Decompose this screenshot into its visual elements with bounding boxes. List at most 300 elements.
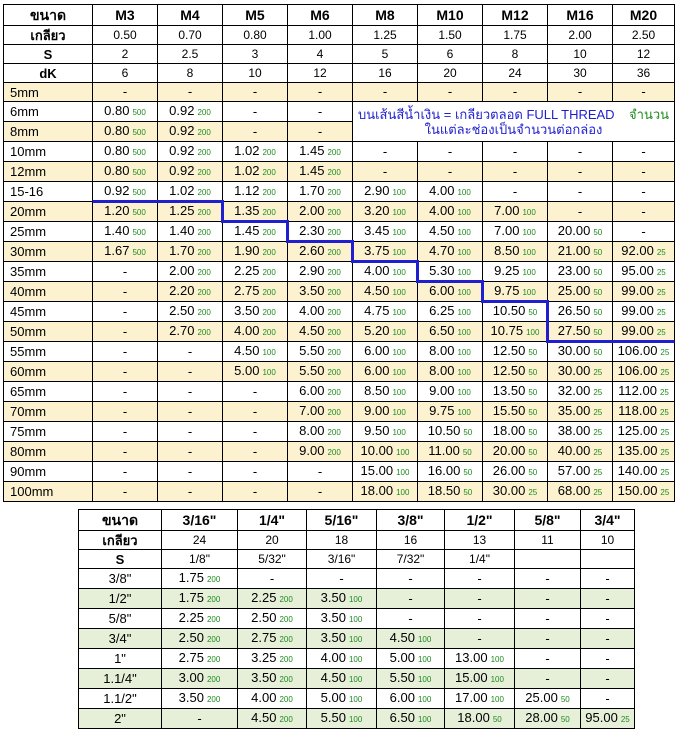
- box-quantity: 25: [660, 428, 670, 437]
- size-header-label: ขนาด: [4, 5, 93, 26]
- price-value: 4.50: [251, 710, 277, 725]
- spec-label: dK: [4, 64, 93, 83]
- price-value: 18.00: [492, 423, 526, 438]
- price-cell: [613, 83, 675, 102]
- spec-row: [79, 531, 635, 550]
- price-value: 26.50: [557, 303, 591, 318]
- box-quantity: 200: [262, 208, 276, 217]
- price-cell: [515, 589, 581, 609]
- length-label: 100mm: [4, 482, 93, 502]
- price-cell: [288, 282, 353, 302]
- price-value: 2.75: [234, 283, 260, 298]
- price-cell: [288, 422, 353, 442]
- price-value: 8.00: [429, 343, 455, 358]
- price-row: [79, 629, 635, 649]
- spec-value: 1.75: [483, 26, 548, 45]
- box-quantity: 25: [593, 388, 603, 397]
- price-value: 2.90: [299, 263, 325, 278]
- price-cell: [238, 569, 307, 589]
- price-cell: [548, 442, 613, 462]
- price-cell: [418, 462, 483, 482]
- price-cell: [483, 342, 548, 362]
- box-quantity: 25: [656, 248, 666, 257]
- price-cell: [445, 649, 515, 669]
- box-quantity: 100: [392, 408, 406, 417]
- price-value: 4.00: [429, 203, 455, 218]
- price-value: -: [122, 323, 128, 339]
- price-value: 4.00: [364, 263, 390, 278]
- price-value: -: [317, 103, 323, 119]
- price-value: -: [447, 84, 453, 99]
- price-value: 3.50: [320, 610, 346, 625]
- price-value: 5.00: [234, 363, 260, 378]
- price-value: 1.70: [299, 183, 325, 198]
- price-value: -: [641, 163, 646, 179]
- price-value: 2.90: [364, 183, 390, 198]
- length-label: 80mm: [4, 442, 93, 462]
- box-quantity: 100: [348, 615, 363, 624]
- price-cell: [418, 83, 483, 102]
- price-value: -: [187, 403, 193, 419]
- price-cell: [223, 142, 288, 162]
- spec-value: 1/8": [162, 550, 238, 569]
- box-quantity: 100: [348, 715, 363, 724]
- price-cell: [158, 282, 223, 302]
- price-value: 0.92: [169, 103, 195, 118]
- price-value: 1.40: [169, 223, 195, 238]
- price-value: 4.50: [389, 630, 415, 645]
- price-cell: [158, 482, 223, 502]
- price-cell: [158, 342, 223, 362]
- price-cell: [288, 402, 353, 422]
- box-quantity: 200: [206, 615, 221, 624]
- price-value: -: [605, 670, 610, 686]
- price-value: 6.50: [429, 323, 455, 338]
- box-quantity: 25: [659, 408, 669, 417]
- price-value: 9.25: [494, 263, 520, 278]
- price-cell: [288, 102, 353, 122]
- length-label: 6mm: [4, 102, 93, 122]
- price-value: 0.80: [104, 123, 130, 138]
- spec-row: [4, 64, 675, 83]
- box-quantity: 100: [392, 228, 406, 237]
- price-value: 0.92: [169, 143, 195, 158]
- box-quantity: 50: [560, 695, 570, 704]
- length-label: 75mm: [4, 422, 93, 442]
- price-cell: [158, 262, 223, 282]
- box-quantity: 100: [417, 655, 432, 664]
- price-value: 4.00: [299, 303, 325, 318]
- box-quantity: 100: [262, 348, 276, 357]
- price-value: 0.92: [104, 183, 130, 198]
- spec-value: 2: [93, 45, 158, 64]
- spec-value: 4: [288, 45, 353, 64]
- price-cell: [288, 142, 353, 162]
- price-cell: [353, 83, 418, 102]
- length-label: 1/2": [79, 589, 162, 609]
- price-value: -: [122, 403, 128, 419]
- price-value: -: [477, 590, 482, 606]
- price-row: [4, 142, 675, 162]
- price-cell: [515, 709, 581, 729]
- size-header: 3/8": [377, 510, 445, 531]
- spec-value: 16: [353, 64, 418, 83]
- price-value: -: [577, 163, 583, 179]
- price-cell: [307, 589, 377, 609]
- price-cell: [548, 302, 613, 322]
- price-cell: [288, 302, 353, 322]
- price-cell: [288, 262, 353, 282]
- box-quantity: 200: [327, 408, 341, 417]
- length-label: 70mm: [4, 402, 93, 422]
- price-cell: [483, 222, 548, 242]
- price-value: -: [408, 570, 413, 586]
- price-cell: [288, 382, 353, 402]
- price-value: -: [545, 630, 550, 646]
- price-value: 25.00: [557, 283, 591, 298]
- price-row: [4, 282, 675, 302]
- spec-value: 2.50: [613, 26, 675, 45]
- price-value: -: [122, 363, 128, 379]
- price-value: -: [477, 610, 482, 626]
- size-header-row: [4, 5, 675, 26]
- price-row: [79, 709, 635, 729]
- price-cell: [288, 162, 353, 182]
- price-cell: [445, 689, 515, 709]
- length-label: 20mm: [4, 202, 93, 222]
- size-header-label: ขนาด: [79, 510, 162, 531]
- price-value: 4.00: [251, 690, 277, 705]
- price-value: 5.30: [429, 263, 455, 278]
- length-label: 25mm: [4, 222, 93, 242]
- price-value: -: [122, 483, 128, 499]
- price-value: 0.80: [104, 163, 130, 178]
- price-value: -: [447, 163, 453, 179]
- price-value: -: [512, 143, 518, 159]
- price-value: 99.00: [621, 323, 654, 338]
- price-cell: [483, 422, 548, 442]
- price-cell: [93, 83, 158, 102]
- box-quantity: 200: [262, 308, 276, 317]
- price-value: 3.20: [364, 203, 390, 218]
- price-value: 9.00: [299, 443, 325, 458]
- box-quantity: 100: [417, 635, 432, 644]
- price-value: 4.70: [429, 243, 455, 258]
- price-value: 10.50: [492, 303, 526, 318]
- price-value: 3.50: [178, 690, 204, 705]
- price-value: -: [477, 630, 482, 646]
- size-header: 1/4": [238, 510, 307, 531]
- box-quantity: 200: [327, 168, 341, 177]
- price-value: 25.00: [525, 690, 558, 705]
- price-value: -: [641, 203, 646, 219]
- spec-value: 30: [548, 64, 613, 83]
- spec-value: 20: [238, 531, 307, 550]
- price-value: 3.75: [364, 243, 390, 258]
- box-quantity: 50: [528, 348, 538, 357]
- box-quantity: 200: [197, 328, 211, 337]
- price-value: 68.00: [557, 483, 591, 498]
- price-value: -: [187, 343, 193, 359]
- box-quantity: 50: [463, 428, 473, 437]
- price-value: -: [512, 163, 518, 179]
- box-quantity: 100: [396, 468, 410, 477]
- price-cell: [223, 302, 288, 322]
- price-value: 8.00: [299, 423, 325, 438]
- length-label: 50mm: [4, 322, 93, 342]
- price-cell: [223, 462, 288, 482]
- price-cell: [548, 182, 613, 202]
- price-value: 2.50: [178, 630, 204, 645]
- box-quantity: 25: [593, 428, 603, 437]
- box-quantity: 100: [522, 288, 536, 297]
- spec-value: 12: [613, 45, 675, 64]
- price-value: -: [545, 670, 550, 686]
- price-row: [4, 242, 675, 262]
- price-row: [4, 102, 675, 122]
- price-value: -: [512, 183, 518, 199]
- price-cell: [223, 342, 288, 362]
- price-cell: [613, 302, 675, 322]
- price-value: 3.45: [364, 223, 390, 238]
- box-quantity: 25: [659, 388, 669, 397]
- spec-value: 1.50: [418, 26, 483, 45]
- price-value: 1.70: [169, 243, 195, 258]
- price-cell: [223, 242, 288, 262]
- price-cell: [445, 709, 515, 729]
- price-value: 10.75: [490, 323, 524, 338]
- size-header-row: [79, 510, 635, 531]
- price-cell: [288, 342, 353, 362]
- price-cell: [377, 629, 445, 649]
- price-value: -: [252, 483, 258, 499]
- price-value: -: [382, 84, 388, 99]
- price-row: [79, 649, 635, 669]
- box-quantity: 25: [660, 468, 670, 477]
- box-quantity: 50: [560, 715, 570, 724]
- length-label: 1.1/2": [79, 689, 162, 709]
- price-cell: [238, 709, 307, 729]
- price-value: -: [577, 143, 583, 159]
- price-value: 6.00: [364, 343, 390, 358]
- price-cell: [418, 342, 483, 362]
- spec-value: 1.25: [353, 26, 418, 45]
- price-cell: [418, 282, 483, 302]
- price-value: -: [641, 223, 646, 239]
- length-label: 8mm: [4, 122, 93, 142]
- box-quantity: 100: [522, 228, 536, 237]
- price-value: 12.50: [492, 343, 526, 358]
- box-quantity: 200: [279, 695, 293, 704]
- price-value: 3.50: [234, 303, 260, 318]
- spec-value: 16: [377, 531, 445, 550]
- price-cell: [483, 162, 548, 182]
- price-value: -: [187, 363, 193, 379]
- box-quantity: 50: [528, 448, 538, 457]
- price-value: -: [408, 590, 413, 606]
- length-label: 3/8": [79, 569, 162, 589]
- price-cell: [162, 589, 238, 609]
- box-quantity: 100: [457, 208, 471, 217]
- price-value: 3.25: [251, 650, 277, 665]
- box-quantity: 200: [206, 575, 221, 584]
- price-value: -: [382, 143, 388, 159]
- price-value: 1.35: [234, 203, 260, 218]
- price-cell: [613, 482, 675, 502]
- price-cell: [418, 322, 483, 342]
- price-cell: [515, 609, 581, 629]
- box-quantity: 100: [348, 695, 363, 704]
- price-value: 99.00: [621, 283, 654, 298]
- spec-value: 18: [307, 531, 377, 550]
- box-quantity: 50: [463, 488, 473, 497]
- price-value: -: [317, 84, 323, 99]
- price-cell: [581, 649, 635, 669]
- price-value: 4.50: [234, 343, 260, 358]
- price-cell: [353, 142, 418, 162]
- price-cell: [93, 282, 158, 302]
- price-cell: [445, 569, 515, 589]
- price-cell: [93, 322, 158, 342]
- price-cell: [158, 122, 223, 142]
- box-quantity: 500: [132, 208, 146, 217]
- price-value: 7.00: [494, 223, 520, 238]
- length-label: 5/8": [79, 609, 162, 629]
- price-value: -: [605, 690, 610, 706]
- price-cell: [581, 709, 635, 729]
- size-header: M8: [353, 5, 418, 26]
- price-value: 6.25: [429, 303, 455, 318]
- price-cell: [307, 569, 377, 589]
- box-quantity: 50: [528, 388, 538, 397]
- price-row: [4, 182, 675, 202]
- length-label: 30mm: [4, 242, 93, 262]
- spec-label: S: [4, 45, 93, 64]
- spec-value: 12: [288, 64, 353, 83]
- price-cell: [158, 222, 223, 242]
- box-quantity: 200: [327, 448, 341, 457]
- box-quantity: 50: [593, 328, 603, 337]
- price-value: -: [641, 143, 646, 159]
- size-header: 5/8": [515, 510, 581, 531]
- price-cell: [93, 142, 158, 162]
- box-quantity: 200: [262, 148, 276, 157]
- spec-value: 7/32": [377, 550, 445, 569]
- price-value: 32.00: [557, 383, 591, 398]
- length-label: 35mm: [4, 262, 93, 282]
- box-quantity: 200: [327, 188, 341, 197]
- price-value: 1.90: [234, 243, 260, 258]
- length-label: 1": [79, 649, 162, 669]
- price-value: 11.00: [428, 443, 460, 458]
- price-cell: [548, 462, 613, 482]
- box-quantity: 200: [197, 268, 211, 277]
- spec-value: [581, 550, 635, 569]
- spec-label: เกลียว: [79, 531, 162, 550]
- price-value: 2.30: [299, 223, 325, 238]
- note-line-1: [353, 107, 674, 122]
- price-cell: [223, 182, 288, 202]
- price-cell: [158, 362, 223, 382]
- box-quantity: 100: [392, 388, 406, 397]
- price-cell: [353, 202, 418, 222]
- box-quantity: 100: [348, 635, 363, 644]
- note-quantity-label: จำนวน: [629, 106, 670, 122]
- price-cell: [93, 482, 158, 502]
- price-cell: [93, 202, 158, 222]
- box-quantity: 100: [457, 408, 471, 417]
- price-value: -: [317, 123, 323, 139]
- price-value: 5.00: [389, 650, 415, 665]
- price-cell: [483, 362, 548, 382]
- size-header: M6: [288, 5, 353, 26]
- price-value: 3.50: [299, 283, 325, 298]
- price-cell: [548, 382, 613, 402]
- price-value: 95.00: [585, 710, 618, 725]
- box-quantity: 50: [528, 368, 538, 377]
- price-value: 57.00: [557, 463, 591, 478]
- price-cell: [158, 182, 223, 202]
- price-row: [79, 689, 635, 709]
- price-value: 5.50: [389, 670, 415, 685]
- price-value: -: [641, 84, 646, 99]
- price-value: 18.50: [427, 483, 461, 498]
- price-cell: [93, 262, 158, 282]
- box-quantity: 100: [457, 248, 471, 257]
- price-value: -: [197, 710, 202, 726]
- box-quantity: 200: [262, 168, 276, 177]
- price-value: -: [122, 443, 128, 459]
- box-quantity: 100: [457, 348, 471, 357]
- price-value: 18.00: [360, 483, 394, 498]
- box-quantity: 25: [660, 368, 670, 377]
- price-cell: [353, 222, 418, 242]
- box-quantity: 200: [197, 288, 211, 297]
- price-cell: [377, 689, 445, 709]
- price-value: 1.20: [104, 203, 130, 218]
- price-value: -: [252, 123, 258, 139]
- price-value: 5.00: [320, 690, 346, 705]
- price-value: -: [122, 283, 128, 299]
- spec-value: 0.70: [158, 26, 223, 45]
- spec-value: 1.00: [288, 26, 353, 45]
- price-cell: [353, 162, 418, 182]
- price-value: 10.50: [427, 423, 461, 438]
- price-cell: [93, 222, 158, 242]
- price-value: 1.75: [178, 590, 204, 605]
- price-value: 125.00: [617, 423, 658, 438]
- price-value: 2.50: [169, 303, 195, 318]
- spec-value: 11: [515, 531, 581, 550]
- price-cell: [613, 382, 675, 402]
- box-quantity: 100: [392, 328, 406, 337]
- price-value: 1.02: [234, 163, 260, 178]
- box-quantity: 200: [327, 348, 341, 357]
- price-cell: [307, 669, 377, 689]
- box-quantity: 100: [417, 675, 432, 684]
- price-value: 9.00: [429, 383, 455, 398]
- price-value: 30.00: [492, 483, 526, 498]
- box-quantity: 200: [327, 248, 341, 257]
- price-cell: [613, 442, 675, 462]
- box-quantity: 25: [620, 715, 630, 724]
- price-row: [4, 302, 675, 322]
- price-value: 35.00: [557, 403, 591, 418]
- price-cell: [483, 382, 548, 402]
- price-cell: [548, 83, 613, 102]
- price-cell: [93, 362, 158, 382]
- spec-value: 8: [483, 45, 548, 64]
